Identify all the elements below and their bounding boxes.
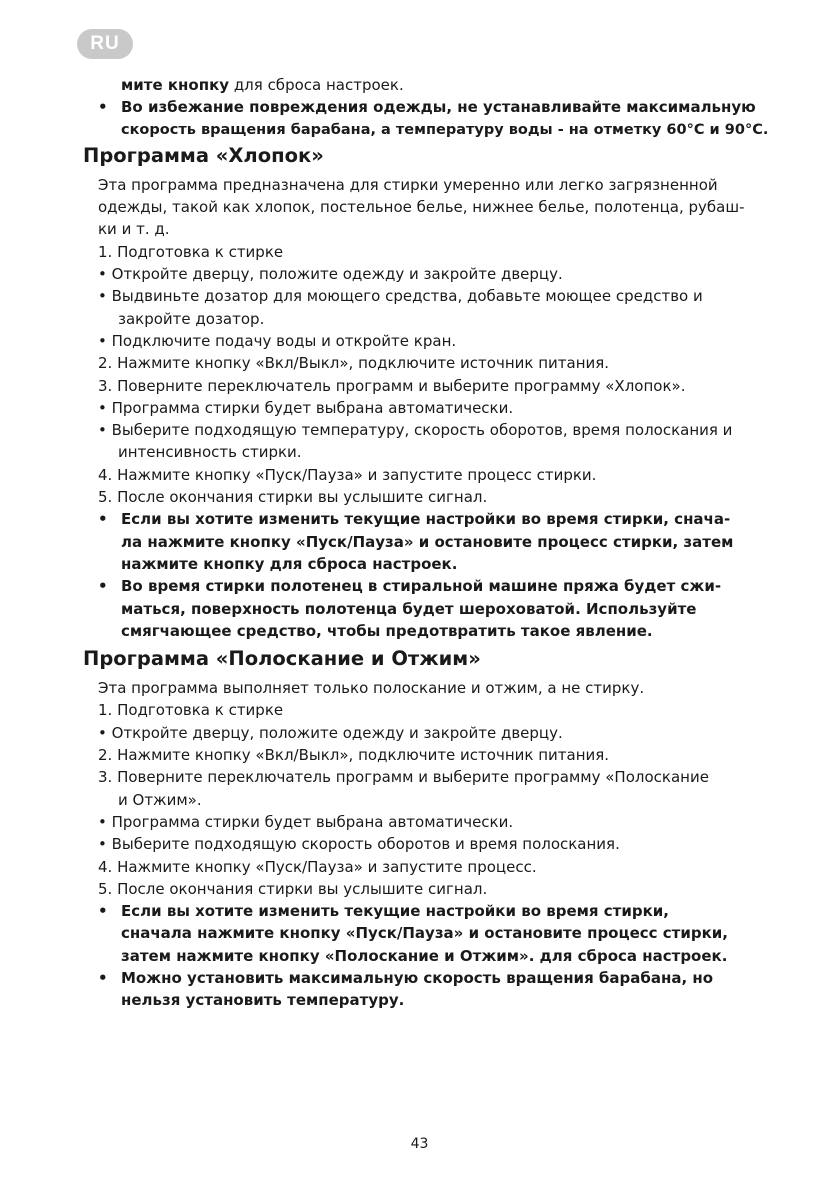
section-title-cotton: Программа «Хлопок»	[83, 143, 324, 167]
paragraph-line: Эта программа выполняет только полоскание и отжим, а не стирку.	[98, 679, 645, 698]
section-title-rinse: Программа «Полоскание и Отжим»	[83, 647, 481, 671]
list-item-continued: закройте дозатор.	[118, 309, 265, 328]
bullet-marker: •	[98, 902, 108, 921]
paragraph-line: ки и т. д.	[98, 220, 170, 239]
list-item: 2. Нажмите кнопку «Вкл/Выкл», подключите источник питания.	[98, 354, 610, 373]
list-item: • Выдвиньте дозатор для моющего средства, добавьте моющее средство и	[98, 287, 703, 306]
list-item-continued: и Отжим».	[118, 790, 202, 809]
note-item	[83, 900, 773, 922]
note-line: Можно установить максимальную скорость вращения барабана, но	[121, 968, 714, 987]
note-line: нажмите кнопку для сброса настроек.	[121, 554, 458, 573]
list-item: 3. Поверните переключатель программ и выберите программу «Полоскание	[98, 768, 709, 787]
paragraph-line: Эта программа предназначена для стирки умеренно или легко загрязненной	[98, 175, 718, 194]
list-item: • Выберите подходящую скорость оборотов и время полоскания.	[98, 835, 620, 854]
note-line: нельзя установить температуру.	[121, 991, 405, 1010]
note-line: Если вы хотите изменить текущие настройки во время стирки, снача-	[121, 510, 731, 529]
list-item: • Программа стирки будет выбрана автоматически.	[98, 812, 514, 831]
note-item	[83, 508, 773, 530]
list-item: • Откройте дверцу, положите одежду и закройте дверцу.	[98, 723, 563, 742]
list-item: • Подключите подачу воды и откройте кран.	[98, 331, 457, 350]
list-item: 1. Подготовка к стирке	[98, 242, 284, 261]
note-line: Во время стирки полотенец в стиральной машине пряжа будет сжи-	[121, 577, 722, 596]
list-item: • Откройте дверцу, положите одежду и закройте дверцу.	[98, 265, 563, 284]
note-line: ла нажмите кнопку «Пуск/Пауза» и остановите процесс стирки, затем	[121, 532, 734, 551]
continued-note-text: для сброса настроек.	[229, 76, 404, 94]
paragraph-line: одежды, такой как хлопок, постельное белье, нижнее белье, полотенца, рубаш-	[98, 198, 745, 217]
warning-line: скорость вращения барабана, а температуру воды - на отметку 60°C и 90°C.	[121, 121, 769, 138]
list-item: 1. Подготовка к стирке	[98, 701, 284, 720]
list-item: 5. После окончания стирки вы услышите сигнал.	[98, 488, 488, 507]
list-item: 5. После окончания стирки вы услышите сигнал.	[98, 879, 488, 898]
page-content	[83, 74, 773, 1012]
continued-note-bold: мите кнопку	[121, 76, 230, 94]
list-item: 4. Нажмите кнопку «Пуск/Пауза» и запустите процесс.	[98, 857, 537, 876]
continued-note	[83, 74, 773, 96]
warning-line: Во избежание повреждения одежды, не устанавливайте максимальную	[121, 98, 756, 117]
language-badge: RU	[77, 29, 133, 59]
note-line: смягчающее средство, чтобы предотвратить такое явление.	[121, 621, 653, 640]
note-item	[83, 967, 773, 989]
bullet-marker: •	[98, 968, 108, 987]
note-line: сначала нажмите кнопку «Пуск/Пауза» и остановите процесс стирки,	[121, 924, 729, 943]
note-item	[83, 575, 773, 597]
page-number: 43	[410, 1136, 429, 1152]
note-line: затем нажмите кнопку «Полоскание и Отжим». для сброса настроек.	[121, 946, 728, 965]
bullet-marker: •	[98, 577, 108, 596]
bullet-marker: •	[98, 98, 108, 117]
note-line: маться, поверхность полотенца будет шероховатой. Используйте	[121, 599, 697, 618]
list-item: • Выберите подходящую температуру, скорость оборотов, время полоскания и	[98, 421, 733, 440]
warning-note	[83, 96, 773, 118]
list-item-continued: интенсивность стирки.	[118, 443, 302, 462]
list-item: • Программа стирки будет выбрана автоматически.	[98, 398, 514, 417]
list-item: 4. Нажмите кнопку «Пуск/Пауза» и запустите процесс стирки.	[98, 465, 597, 484]
list-item: 2. Нажмите кнопку «Вкл/Выкл», подключите источник питания.	[98, 746, 610, 765]
list-item: 3. Поверните переключатель программ и выберите программу «Хлопок».	[98, 376, 686, 395]
bullet-marker: •	[98, 510, 108, 529]
note-line: Если вы хотите изменить текущие настройки во время стирки,	[121, 902, 669, 921]
